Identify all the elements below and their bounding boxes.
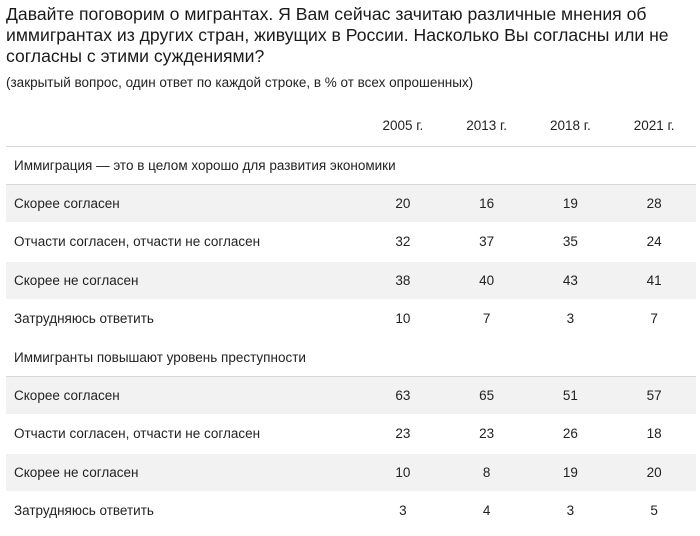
value-cell: 41 bbox=[612, 261, 696, 300]
table-row bbox=[6, 415, 696, 454]
value-cell: 43 bbox=[529, 261, 613, 300]
row-label: Скорее согласен bbox=[6, 184, 361, 223]
value-cell: 32 bbox=[361, 223, 445, 262]
row-label: Затрудняюсь ответить bbox=[6, 492, 361, 531]
table-row bbox=[6, 300, 696, 339]
value-cell: 35 bbox=[529, 223, 613, 262]
value-cell: 3 bbox=[529, 300, 613, 339]
table-row bbox=[6, 261, 696, 300]
header-blank-cell bbox=[6, 106, 361, 146]
survey-table bbox=[6, 106, 696, 531]
row-label: Затрудняюсь ответить bbox=[6, 300, 361, 339]
value-cell: 20 bbox=[612, 453, 696, 492]
value-cell: 3 bbox=[529, 492, 613, 531]
table-row bbox=[6, 453, 696, 492]
year-header-2021: 2021 г. bbox=[612, 106, 696, 146]
question-subtitle: (закрытый вопрос, один ответ по каждой строке, в % от всех опрошенных) bbox=[6, 75, 474, 90]
value-cell: 23 bbox=[361, 415, 445, 454]
row-label: Отчасти согласен, отчасти не согласен bbox=[6, 223, 361, 262]
year-header-2013: 2013 г. bbox=[445, 106, 529, 146]
row-label: Отчасти согласен, отчасти не согласен bbox=[6, 415, 361, 454]
row-label: Скорее не согласен bbox=[6, 453, 361, 492]
value-cell: 20 bbox=[361, 184, 445, 223]
year-header-2018: 2018 г. bbox=[529, 106, 613, 146]
value-cell: 26 bbox=[529, 415, 613, 454]
value-cell: 16 bbox=[445, 184, 529, 223]
value-cell: 7 bbox=[445, 300, 529, 339]
table-row bbox=[6, 223, 696, 262]
value-cell: 4 bbox=[445, 492, 529, 531]
value-cell: 5 bbox=[612, 492, 696, 531]
value-cell: 28 bbox=[612, 184, 696, 223]
value-cell: 24 bbox=[612, 223, 696, 262]
value-cell: 8 bbox=[445, 453, 529, 492]
year-header-2005: 2005 г. bbox=[361, 106, 445, 146]
value-cell: 51 bbox=[529, 376, 613, 415]
group-header-crime bbox=[6, 338, 696, 376]
value-cell: 10 bbox=[361, 453, 445, 492]
value-cell: 18 bbox=[612, 415, 696, 454]
value-cell: 19 bbox=[529, 184, 613, 223]
table-row bbox=[6, 492, 696, 531]
question-title: Давайте поговорим о мигрантах. Я Вам сейчас зачитаю различные мнения об иммигрантах из других стран, живущих в России. Насколько Вы согласны или не согласны с этими суждениями? bbox=[6, 4, 669, 66]
value-cell: 63 bbox=[361, 376, 445, 415]
value-cell: 10 bbox=[361, 300, 445, 339]
header-row bbox=[6, 106, 696, 146]
row-label: Скорее согласен bbox=[6, 376, 361, 415]
value-cell: 40 bbox=[445, 261, 529, 300]
value-cell: 19 bbox=[529, 453, 613, 492]
value-cell: 38 bbox=[361, 261, 445, 300]
row-label: Скорее не согласен bbox=[6, 261, 361, 300]
group-header-economy bbox=[6, 146, 696, 184]
value-cell: 7 bbox=[612, 300, 696, 339]
table-row bbox=[6, 376, 696, 415]
value-cell: 23 bbox=[445, 415, 529, 454]
value-cell: 37 bbox=[445, 223, 529, 262]
table-row bbox=[6, 184, 696, 223]
value-cell: 57 bbox=[612, 376, 696, 415]
value-cell: 65 bbox=[445, 376, 529, 415]
group-title: Иммигранты повышают уровень преступности bbox=[14, 349, 306, 365]
group-title: Иммиграция — это в целом хорошо для развития экономики bbox=[14, 157, 396, 173]
value-cell: 3 bbox=[361, 492, 445, 531]
